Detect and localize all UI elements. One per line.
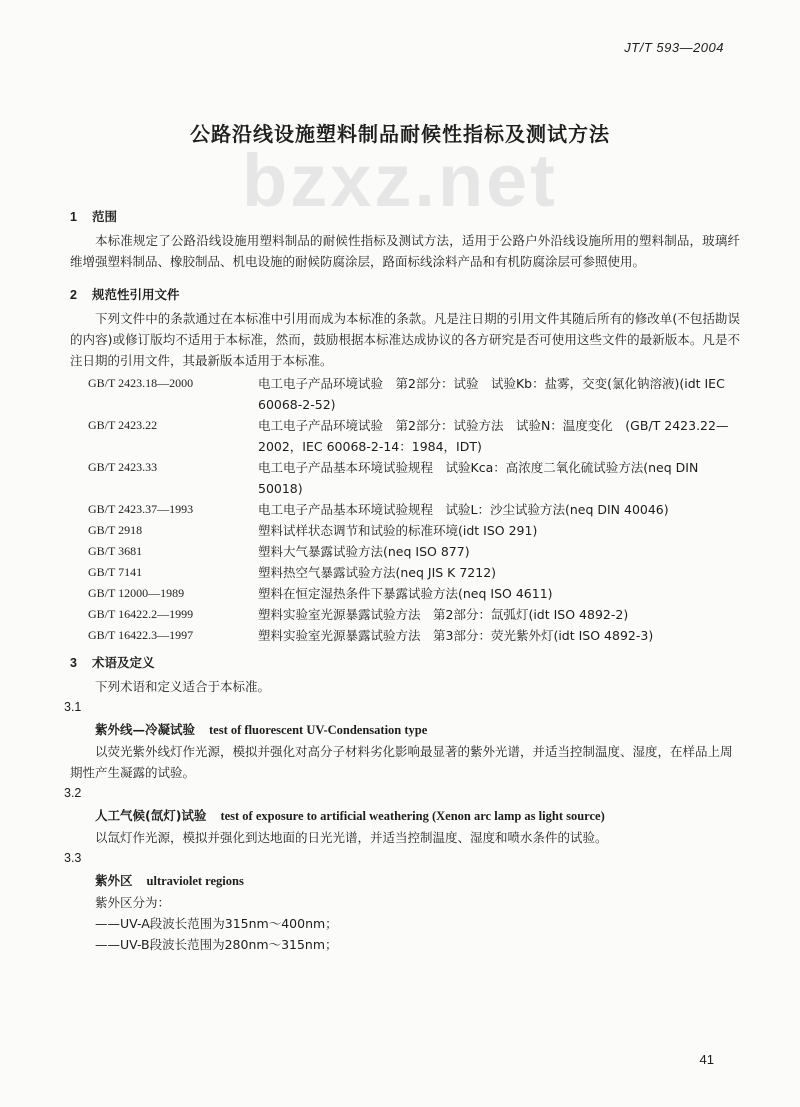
- definition-term: 紫外区 ultraviolet regions: [95, 873, 244, 888]
- reference-item: GB/T 2918 塑料试样状态调节和试验的标准环境(idt ISO 291): [88, 523, 538, 538]
- definition-term: 紫外线—冷凝试验 test of fluorescent UV-Condensation type: [95, 722, 428, 737]
- scope-text: 本标准规定了公路沿线设施用塑料制品的耐候性指标及测试方法，适用于公路户外沿线设施所用的塑料制品，玻璃纤维增强塑料制品、橡胶制品、机电设施的耐候防腐涂层，路面标线涂料产品和有机防腐涂层可参照使用。: [70, 233, 740, 269]
- definition-term: 人工气候(氙灯)试验 test of exposure to artificial weathering (Xenon arc lamp as light source): [95, 808, 605, 823]
- list-item: ——UV-A段波长范围为315nm～400nm；: [95, 916, 338, 931]
- document-body: [64, 206, 740, 955]
- definition-text: 紫外区分为：: [95, 895, 171, 910]
- reference-item: GB/T 3681 塑料大气暴露试验方法(neq ISO 877): [88, 544, 470, 559]
- list-item: ——UV-B段波长范围为280nm～315nm；: [95, 937, 338, 952]
- document-title: 公路沿线设施塑料制品耐候性指标及测试方法: [190, 122, 610, 146]
- reference-item: GB/T 16422.2—1999 塑料实验室光源暴露试验方法 第2部分：氙弧灯(idt ISO 4892-2): [88, 607, 629, 622]
- section-heading-terms-definitions: 3 术语及定义: [70, 655, 155, 670]
- reference-item: GB/T 7141 塑料热空气暴露试验方法(neq JIS K 7212): [88, 565, 497, 580]
- terms-intro: 下列术语和定义适合于本标准。: [95, 679, 271, 694]
- reference-item: GB/T 2423.22 电工电子产品环境试验 第2部分：试验方法 试验N：温度变化 (GB/T 2423.22—2002，IEC 60068-2-14：1984，IDT): [88, 418, 729, 454]
- reference-item: GB/T 2423.18—2000 电工电子产品环境试验 第2部分：试验 试验Kb：盐雾，交变(氯化钠溶液)(idt IEC 60068-2-52): [88, 376, 725, 412]
- page-number: 41: [699, 1052, 714, 1067]
- definition-text: 以氙灯作光源，模拟并强化到达地面的日光光谱，并适当控制温度、湿度和喷水条件的试验。: [95, 830, 608, 845]
- section-heading-scope: 1 范围: [70, 209, 118, 224]
- definition-number: 3.3: [64, 851, 82, 865]
- reference-item: GB/T 2423.37—1993 电工电子产品基本环境试验规程 试验L：沙尘试验方法(neq DIN 40046): [88, 502, 669, 517]
- reference-item: GB/T 2423.33 电工电子产品基本环境试验规程 试验Kca：高浓度二氧化硫试验方法(neq DIN 50018): [88, 460, 699, 496]
- watermark: bzxz.net: [242, 139, 558, 222]
- reference-item: GB/T 12000—1989 塑料在恒定湿热条件下暴露试验方法(neq ISO 4611): [88, 586, 553, 601]
- reference-item: GB/T 16422.3—1997 塑料实验室光源暴露试验方法 第3部分：荧光紫外灯(idt ISO 4892-3): [88, 628, 654, 643]
- definition-number: 3.1: [64, 700, 82, 714]
- reference-list: [88, 373, 740, 646]
- section-heading-normative-references: 2 规范性引用文件: [70, 287, 180, 302]
- definition-text: 以荧光紫外线灯作光源，模拟并强化对高分子材料劣化影响最显著的紫外光谱，并适当控制温度、湿度，在样品上周期性产生凝露的试验。: [70, 744, 733, 780]
- standard-code: JT/T 593—2004: [624, 40, 724, 55]
- definition-number: 3.2: [64, 786, 82, 800]
- references-intro: 下列文件中的条款通过在本标准中引用而成为本标准的条款。凡是注日期的引用文件其随后所有的修改单(不包括勘误的内容)或修订版均不适用于本标准，然而，鼓励根据本标准达成协议的各方研究是否可使用这些文件的最新版本。凡是不注日期的引用文件，其最新版本适用于本标准。: [70, 311, 740, 368]
